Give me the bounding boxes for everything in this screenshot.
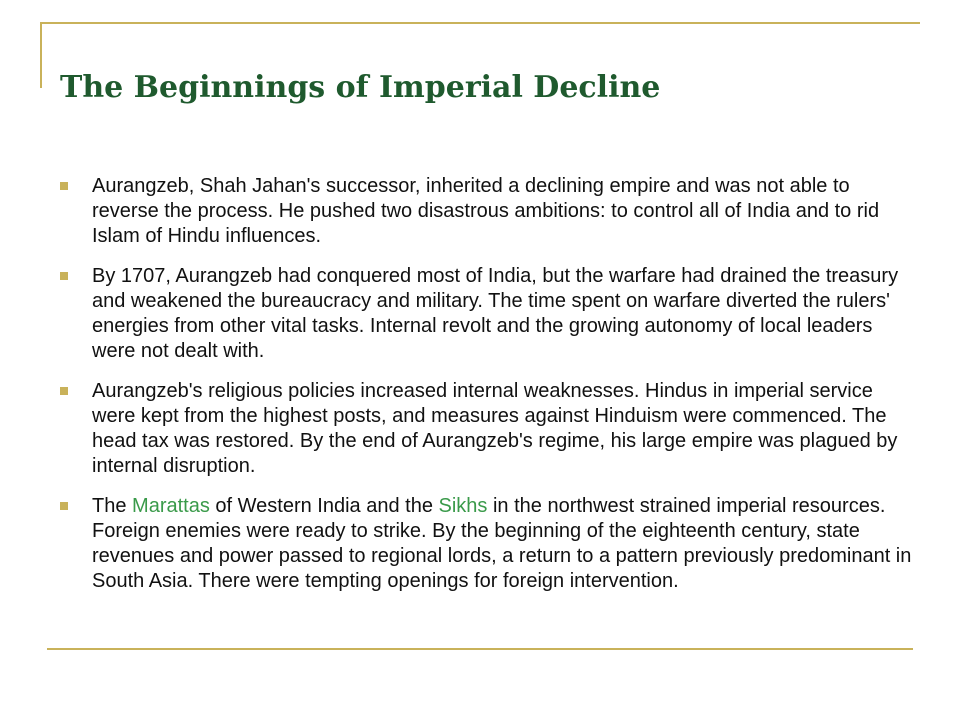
bullet-marker xyxy=(60,502,68,510)
bullet-text-part: The xyxy=(92,495,133,517)
bullet-text: Aurangzeb's religious policies increased internal weaknesses. Hindus in imperial service were kept from the highest posts, and measures against Hinduism were commenced. The head tax was restored. By the end of Aurangzeb's regime, his large empire was plagued by internal disruption. xyxy=(92,380,898,477)
bottom-rule xyxy=(47,648,913,650)
slide-title: The Beginnings of Imperial Decline xyxy=(60,70,661,105)
bullet-item xyxy=(60,494,914,594)
bullet-text: By 1707, Aurangzeb had conquered most of India, but the warfare had drained the treasury and weakened the bureaucracy and military. The time spent on warfare diverted the rulers' energies from other vital tasks. Internal revolt and the growing autonomy of local leaders were not dealt with. xyxy=(92,265,899,362)
bullet-marker xyxy=(60,387,68,395)
bullet-item xyxy=(60,264,914,364)
left-rule xyxy=(40,22,42,88)
bullet-text-part: of Western India and the xyxy=(209,495,439,517)
bullet-item xyxy=(60,174,914,249)
bullet-list xyxy=(60,174,914,609)
highlight-term-sikhs: Sikhs xyxy=(438,495,488,517)
bullet-item xyxy=(60,379,914,479)
top-rule xyxy=(40,22,920,24)
bullet-text: Aurangzeb, Shah Jahan's successor, inherited a declining empire and was not able to reverse the process. He pushed two disastrous ambitions: to control all of India and to rid Islam of Hindu influences. xyxy=(92,175,880,247)
bullet-text-part: in the northwest strained imperial resources. Foreign enemies were ready to strike. By the beginning of the eighteenth century, state revenues and power passed to regional lords, a return to a pattern previously predominant in South Asia. There were tempting openings for foreign intervention. xyxy=(92,495,912,592)
bullet-marker xyxy=(60,272,68,280)
highlight-term-marattas: Marattas xyxy=(132,495,210,517)
bullet-marker xyxy=(60,182,68,190)
